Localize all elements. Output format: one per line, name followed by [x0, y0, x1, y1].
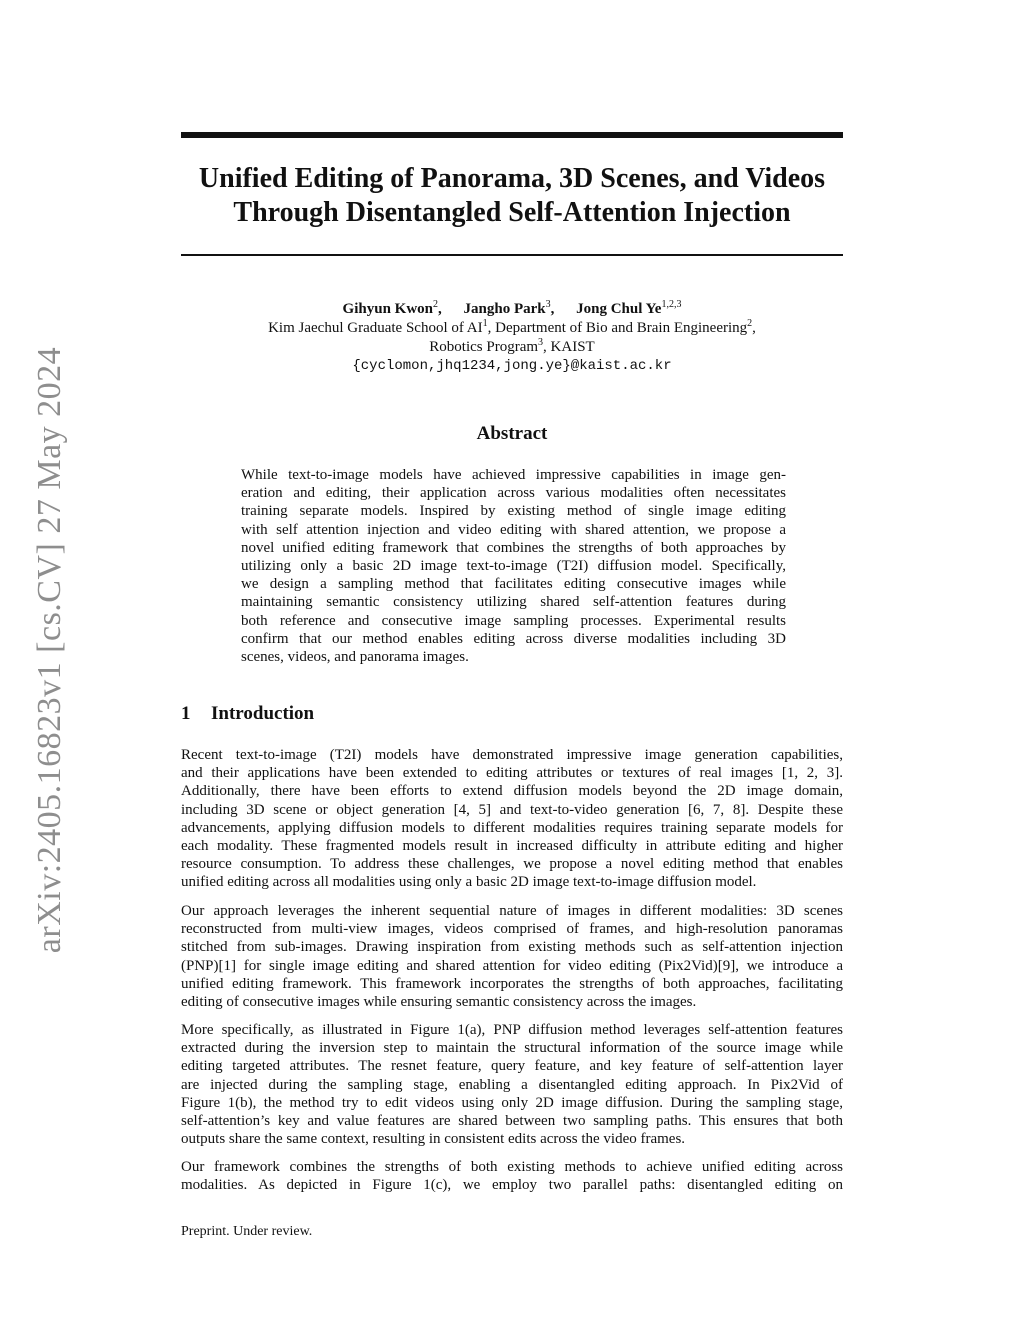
paragraph-line: unified editing framework. This framework incorporates the strengths of both approaches, facilitating [181, 975, 843, 992]
abstract-line: maintaining semantic consistency utilizing shared self-attention features during [241, 594, 786, 611]
section-number: 1 [181, 703, 191, 724]
author-affiliation-mark: 3 [545, 299, 551, 310]
paragraph-line: extracted during the inversion step to maintain the structural information of the source image while [181, 1040, 843, 1057]
author-list: Gihyun Kwon$^2$, Jangho Park$^3$, Jong Chul Ye$^{1,2,3}$ [342, 299, 682, 317]
title-line: Unified Editing of Panorama, 3D Scenes, and Videos [198, 163, 826, 194]
intro-paragraph-3 [181, 1021, 843, 1148]
abstract-line: confirm that our method enables editing across diverse modalities including 3D [241, 630, 786, 647]
abstract-line: both reference and consecutive image sampling processes. Experimental results [241, 612, 786, 629]
abstract-line: novel unified editing framework that combines the strengths of both approaches by [241, 539, 786, 556]
section-heading-introduction [181, 703, 314, 725]
paragraph-line: and their applications have been extended to editing attributes or textures of real images [1, 2, 3]. [181, 765, 843, 782]
paragraph-line: stitched from sub-images. Drawing inspiration from existing methods such as self-attention injection [181, 939, 843, 956]
affiliation-line: Kim Jaechul Graduate School of $AI^1$, Department of Bio and Brain Engineering$^2$, [268, 318, 756, 336]
paragraph-line: advancements, applying diffusion models to different modalities requires training separate models for [181, 819, 843, 836]
paragraph-line: unified editing across all modalities using only a basic 2D image text-to-image diffusion model. [181, 874, 757, 891]
title-line: Through Disentangled Self-Attention Injection [233, 197, 791, 228]
arxiv-identifier-text[interactable]: arXiv:2405.16823v1 [cs.CV] 27 May 2024 [31, 346, 68, 954]
affiliation-line: Robotics Program$^3$, KAIST [429, 337, 595, 355]
author-email[interactable]: {cyclomon,jhq1234,jong.ye}@kaist.ac.kr [352, 358, 672, 374]
paragraph-line: resource consumption. To address these challenges, we propose a novel editing method that enables [181, 856, 843, 873]
abstract-line: training separate models. Inspired by existing method of single image editing [241, 503, 786, 520]
paragraph-line: reconstructed from multi-view images, videos comprised of frames, and high-resolution panoramas [181, 921, 843, 938]
author-name: Jangho Park [463, 301, 546, 317]
intro-paragraph-1 [181, 746, 843, 892]
abstract-line: utilizing only a basic 2D image text-to-image (T2I) diffusion model. Specifically, [241, 558, 786, 575]
intro-paragraph-2 [181, 902, 843, 1011]
paragraph-line: modalities. As depicted in Figure 1(c), we employ two parallel paths: disentangled editing on [181, 1177, 843, 1194]
paragraph-line: (PNP)[1] for single image editing and shared attention for video editing (Pix2Vid)[9], we introduce a [181, 957, 843, 974]
title-top-rule [181, 132, 843, 138]
author-affiliation-mark: 1,2,3 [661, 299, 682, 310]
paragraph-line: Additionally, there have been efforts to extend diffusion models beyond the 2D image domain, [181, 783, 843, 800]
preprint-footer: Preprint. Under review. [181, 1224, 313, 1239]
paragraph-line: editing targeted attributes. The resnet feature, query feature, and key feature of self-attention layer [181, 1058, 843, 1075]
paragraph-line: Recent text-to-image (T2I) models have demonstrated impressive image generation capabilities, [181, 747, 843, 763]
section-title: Introduction [211, 703, 315, 724]
author-affiliation-mark: 2 [433, 299, 439, 310]
paragraph-line: each modality. These fragmented models result in increased difficulty in attribute editing and higher [181, 838, 843, 855]
paragraph-line: Our framework combines the strengths of both existing methods to achieve unified editing across [181, 1159, 843, 1175]
abstract-line: eration and editing, their application across various modalities often necessitates [241, 485, 786, 502]
abstract-line: scenes, videos, and panorama images. [241, 649, 469, 666]
abstract-line: with self attention injection and video editing with shared attention, we propose a [241, 521, 786, 538]
abstract-line: While text-to-image models have achieved impressive capabilities in image gen- [241, 467, 786, 483]
paragraph-line: editing of consecutive images while ensuring semantic consistency across the images. [181, 994, 697, 1011]
paragraph-line: including 3D scene or object generation [4, 5] and text-to-video generation [6, 7, 8]. Despite these [181, 801, 843, 818]
paragraph-line: Our approach leverages the inherent sequential nature of images in different modalities: 3D scenes [181, 903, 843, 919]
author-name: Jong Chul Ye [576, 301, 662, 317]
paragraph-line: outputs share the same context, resulting in consistent edits across the video frames. [181, 1131, 686, 1148]
abstract-heading: Abstract [476, 423, 548, 444]
paragraph-line: are injected during the sampling stage, enabling a disentangled editing approach. In Pix2Vid of [181, 1076, 843, 1093]
title-bottom-rule [181, 254, 843, 256]
author-name: Gihyun Kwon [342, 301, 434, 317]
paragraph-line: Figure 1(b), the method try to edit videos using only 2D image diffusion. During the sampling stage, [181, 1094, 843, 1111]
paper-title [181, 162, 843, 230]
abstract-line: we design a sampling method that facilitates editing consecutive images while [241, 576, 786, 593]
paragraph-line: More specifically, as illustrated in Figure 1(a), PNP diffusion method leverages self-attention features [181, 1022, 843, 1038]
author-block [181, 300, 843, 376]
abstract-text [241, 466, 786, 666]
paragraph-line: self-attention’s key and value features are shared between two sampling paths. This ensures that both [181, 1113, 843, 1130]
intro-paragraph-4 [181, 1158, 843, 1194]
